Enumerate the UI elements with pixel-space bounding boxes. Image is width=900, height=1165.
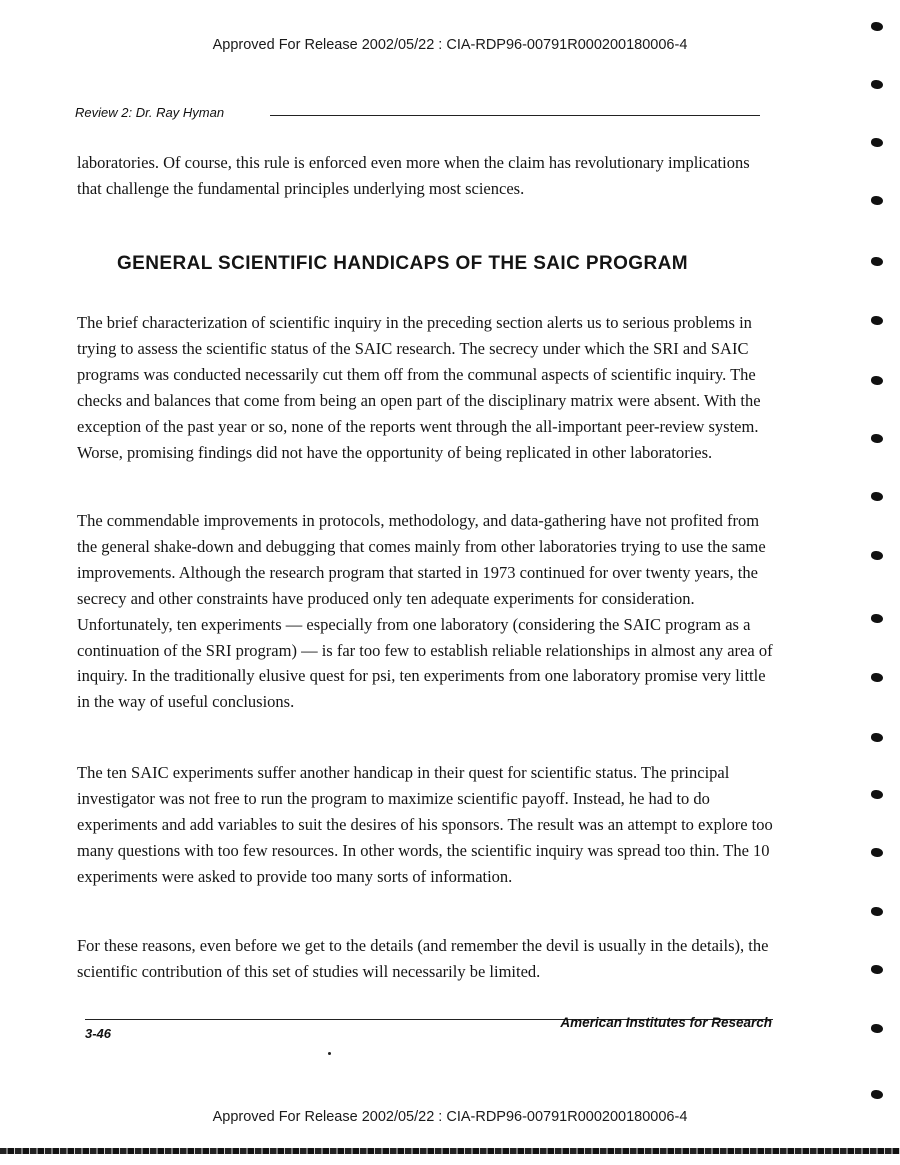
binder-hole-mark (871, 673, 883, 682)
page-number: 3-46 (85, 1026, 112, 1041)
binder-hole-mark (871, 492, 883, 501)
binder-hole-mark (871, 376, 883, 385)
binder-hole-mark (871, 196, 883, 205)
body-paragraph-3: The ten SAIC experiments suffer another handicap in their quest for scientific status. The principal investigator was not free to run the program to maximize scientific payoff. Instead, he had to do experiments and add variables to suit the desires of his sponsors. The result was an attempt to explore too many questions with too few resources. In other words, the scientific inquiry was spread too thin. The 10 experiments were asked to provide too many sorts of information. (77, 763, 773, 886)
body-paragraph-2: The commendable improvements in protocols, methodology, and data-gathering have not profited from the general shake-down and debugging that comes mainly from other laboratories trying to use the same improvements. Although the research program that started in 1973 continued for over twenty years, the secrecy and other constraints have produced only ten adequate experiments for consideration. Unfortunately, ten experiments — especially from one laboratory (considering the SAIC program as a continuation of the SRI program) — is far too few to establish reliable relationships in almost any area of inquiry. In the traditionally elusive quest for psi, ten experiments from one laboratory promise very little in the way of useful conclusions. (77, 511, 773, 712)
section-heading: GENERAL SCIENTIFIC HANDICAPS OF THE SAIC PROGRAM (117, 253, 688, 274)
binder-hole-mark (871, 80, 883, 89)
body-paragraph-1: The brief characterization of scientific inquiry in the preceding section alerts us to serious problems in trying to assess the scientific status of the SAIC research. The secrecy under which the SRI and SAIC programs was conducted necessarily cut them off from the communal aspects of scientific inquiry. The checks and balances that come from being an open part of the disciplinary matrix were absent. With the exception of the past year or so, none of the reports went through the all-important peer-review system. Worse, promising findings did not have the opportunity of being replicated in other laboratories. (77, 313, 761, 462)
header-rule (270, 115, 760, 116)
release-banner-bottom: Approved For Release 2002/05/22 : CIA-RDP96-00791R000200180006-4 (212, 1109, 688, 1125)
scan-edge-strip (0, 1148, 900, 1154)
binder-hole-mark (871, 907, 883, 916)
review-label: Review 2: Dr. Ray Hyman (75, 105, 225, 120)
binder-hole-mark (871, 1024, 883, 1033)
body-paragraph-4: For these reasons, even before we get to the details (and remember the devil is usually in the details), the scientific contribution of this set of studies will necessarily be limited. (77, 936, 769, 981)
binder-hole-mark (871, 1090, 883, 1099)
intro-paragraph: laboratories. Of course, this rule is enforced even more when the claim has revolutionary implications that challenge the fundamental principles underlying most sciences. (77, 153, 750, 198)
binder-hole-mark (871, 316, 883, 325)
binder-hole-mark (871, 551, 883, 560)
running-header (75, 105, 765, 127)
footer-organization: American Institutes for Research (560, 1015, 772, 1030)
binder-hole-mark (871, 22, 883, 31)
binder-hole-mark (871, 733, 883, 742)
binder-hole-mark (871, 848, 883, 857)
scan-speck (328, 1052, 331, 1055)
binder-hole-mark (871, 790, 883, 799)
binder-hole-mark (871, 434, 883, 443)
release-banner-top: Approved For Release 2002/05/22 : CIA-RDP96-00791R000200180006-4 (212, 37, 688, 53)
binder-hole-mark (871, 614, 883, 623)
binder-hole-mark (871, 965, 883, 974)
binder-hole-mark (871, 257, 883, 266)
binder-hole-mark (871, 138, 883, 147)
